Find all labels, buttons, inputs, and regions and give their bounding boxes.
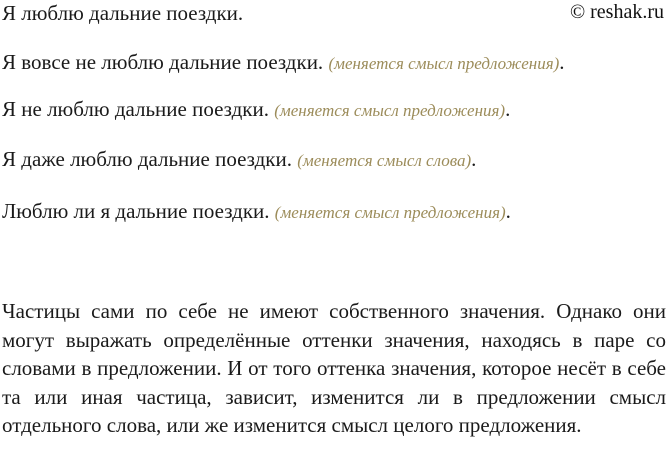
sentence-note: (меняется смысл слова): [297, 151, 472, 170]
explanation-paragraph: Частицы сами по себе не имеют собственного значения. Однако они могут выражать определённые оттенки значения, находясь в паре со словами в предложении. И от того оттенка значения, которое несёт в себе та или иная частица, зависит, изменится ли в предложении смысл отдельного слова, или же изменится смысл целого предложения.: [2, 299, 666, 437]
sentence-note: (меняется смысл предложения): [274, 101, 506, 120]
example-sentence-3: [2, 96, 510, 124]
sentence-end: .: [559, 50, 565, 74]
example-sentence-4: [2, 146, 476, 174]
sentence-end: .: [505, 199, 511, 223]
example-sentence-1: [2, 0, 243, 26]
sentence-end: .: [471, 147, 477, 171]
sentence-note: (меняется смысл предложения): [274, 203, 506, 222]
sentence-text: Люблю ли я дальние поездки.: [2, 199, 275, 223]
sentence-text: Я не люблю дальние поездки.: [2, 97, 275, 121]
sentence-note: (меняется смысл предложения): [328, 54, 560, 73]
example-sentence-5: [2, 198, 511, 226]
watermark-label: © reshak.ru: [569, 1, 664, 23]
sentence-end: .: [505, 97, 511, 121]
example-sentence-2: [2, 49, 565, 77]
sentence-text: Я вовсе не люблю дальние поездки.: [2, 50, 329, 74]
sentence-text: Я люблю дальние поездки.: [2, 1, 244, 25]
sentence-text: Я даже люблю дальние поездки.: [2, 147, 298, 171]
